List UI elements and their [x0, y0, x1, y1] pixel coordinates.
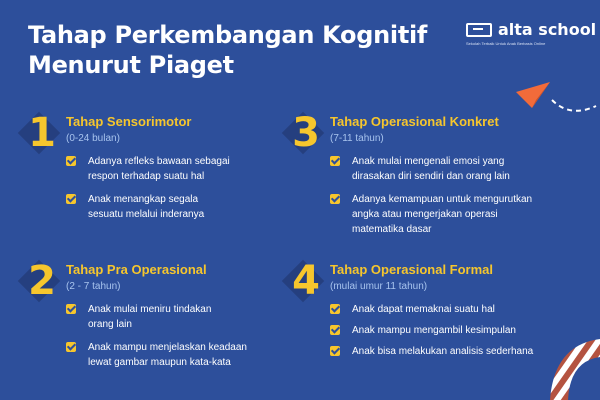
title-line-1: Tahap Perkembangan Kognitif: [28, 21, 428, 49]
stage-number-badge: [18, 258, 62, 304]
stage-number: 4: [292, 258, 320, 304]
brand-logo: [466, 20, 597, 48]
brand-tagline: Sekolah Terbaik Untuk Anak Berbasis Online: [466, 41, 546, 46]
list-item-text: Anak mampu menjelaskan keadaan lewat gambar maupun kata-kata: [88, 342, 247, 368]
list-item: [66, 192, 230, 222]
list-item-text: Adanya kemampuan untuk mengurutkan angka atau mengerjakan operasi matematika dasar: [352, 194, 533, 235]
list-item: [330, 192, 532, 237]
list-item: [330, 302, 533, 317]
stage-number-badge: [282, 258, 326, 304]
stage-1: [18, 110, 288, 234]
stage-number: 2: [28, 258, 56, 304]
stage-3: [282, 110, 582, 244]
checkbox-check-icon: [66, 156, 76, 166]
list-item: [330, 154, 532, 184]
list-item-text: Anak menangkap segala sesuatu melalui inderanya: [88, 194, 205, 220]
list-item-text: Anak mulai meniru tindakan orang lain: [88, 304, 212, 330]
list-item: [66, 302, 247, 332]
title-line-2: Menurut Piaget: [28, 51, 234, 79]
stage-age: (0-24 bulan): [66, 133, 120, 144]
checkbox-check-icon: [66, 342, 76, 352]
list-item-text: Adanya refleks bawaan sebagai respon terhadap suatu hal: [88, 156, 230, 182]
stage-item-list: [66, 154, 230, 230]
checkbox-check-icon: [330, 156, 340, 166]
stage-number: 1: [28, 110, 56, 156]
stage-item-list: [330, 154, 532, 245]
checkbox-check-icon: [330, 194, 340, 204]
list-item: [66, 340, 247, 370]
laptop-icon: [466, 23, 492, 37]
page-title: [28, 20, 427, 80]
stage-title: Tahap Pra Operasional: [66, 262, 207, 277]
stage-title: Tahap Sensorimotor: [66, 114, 192, 129]
brand-name: alta school: [498, 20, 597, 39]
checkbox-check-icon: [66, 194, 76, 204]
stage-number-badge: [18, 110, 62, 156]
list-item: [330, 344, 533, 359]
list-item-text: Anak mulai mengenali emosi yang dirasakan diri sendiri dan orang lain: [352, 156, 510, 182]
stage-number: 3: [292, 110, 320, 156]
list-item: [330, 323, 533, 338]
list-item-text: Anak dapat memaknai suatu hal: [352, 304, 495, 315]
checkbox-check-icon: [66, 304, 76, 314]
checkbox-check-icon: [330, 325, 340, 335]
list-item: [66, 154, 230, 184]
list-item-text: Anak mampu mengambil kesimpulan: [352, 325, 516, 336]
stage-number-badge: [282, 110, 326, 156]
stage-title: Tahap Operasional Konkret: [330, 114, 499, 129]
stage-4: [282, 258, 582, 382]
checkbox-check-icon: [330, 304, 340, 314]
checkbox-check-icon: [330, 346, 340, 356]
stage-title: Tahap Operasional Formal: [330, 262, 494, 277]
stage-2: [18, 258, 288, 382]
stage-age: (7-11 tahun): [330, 133, 384, 144]
stage-age: (mulai umur 11 tahun): [330, 281, 428, 292]
stage-age: (2 - 7 tahun): [66, 281, 121, 292]
stage-item-list: [330, 302, 533, 365]
list-item-text: Anak bisa melakukan analisis sederhana: [352, 346, 534, 357]
stage-item-list: [66, 302, 247, 378]
